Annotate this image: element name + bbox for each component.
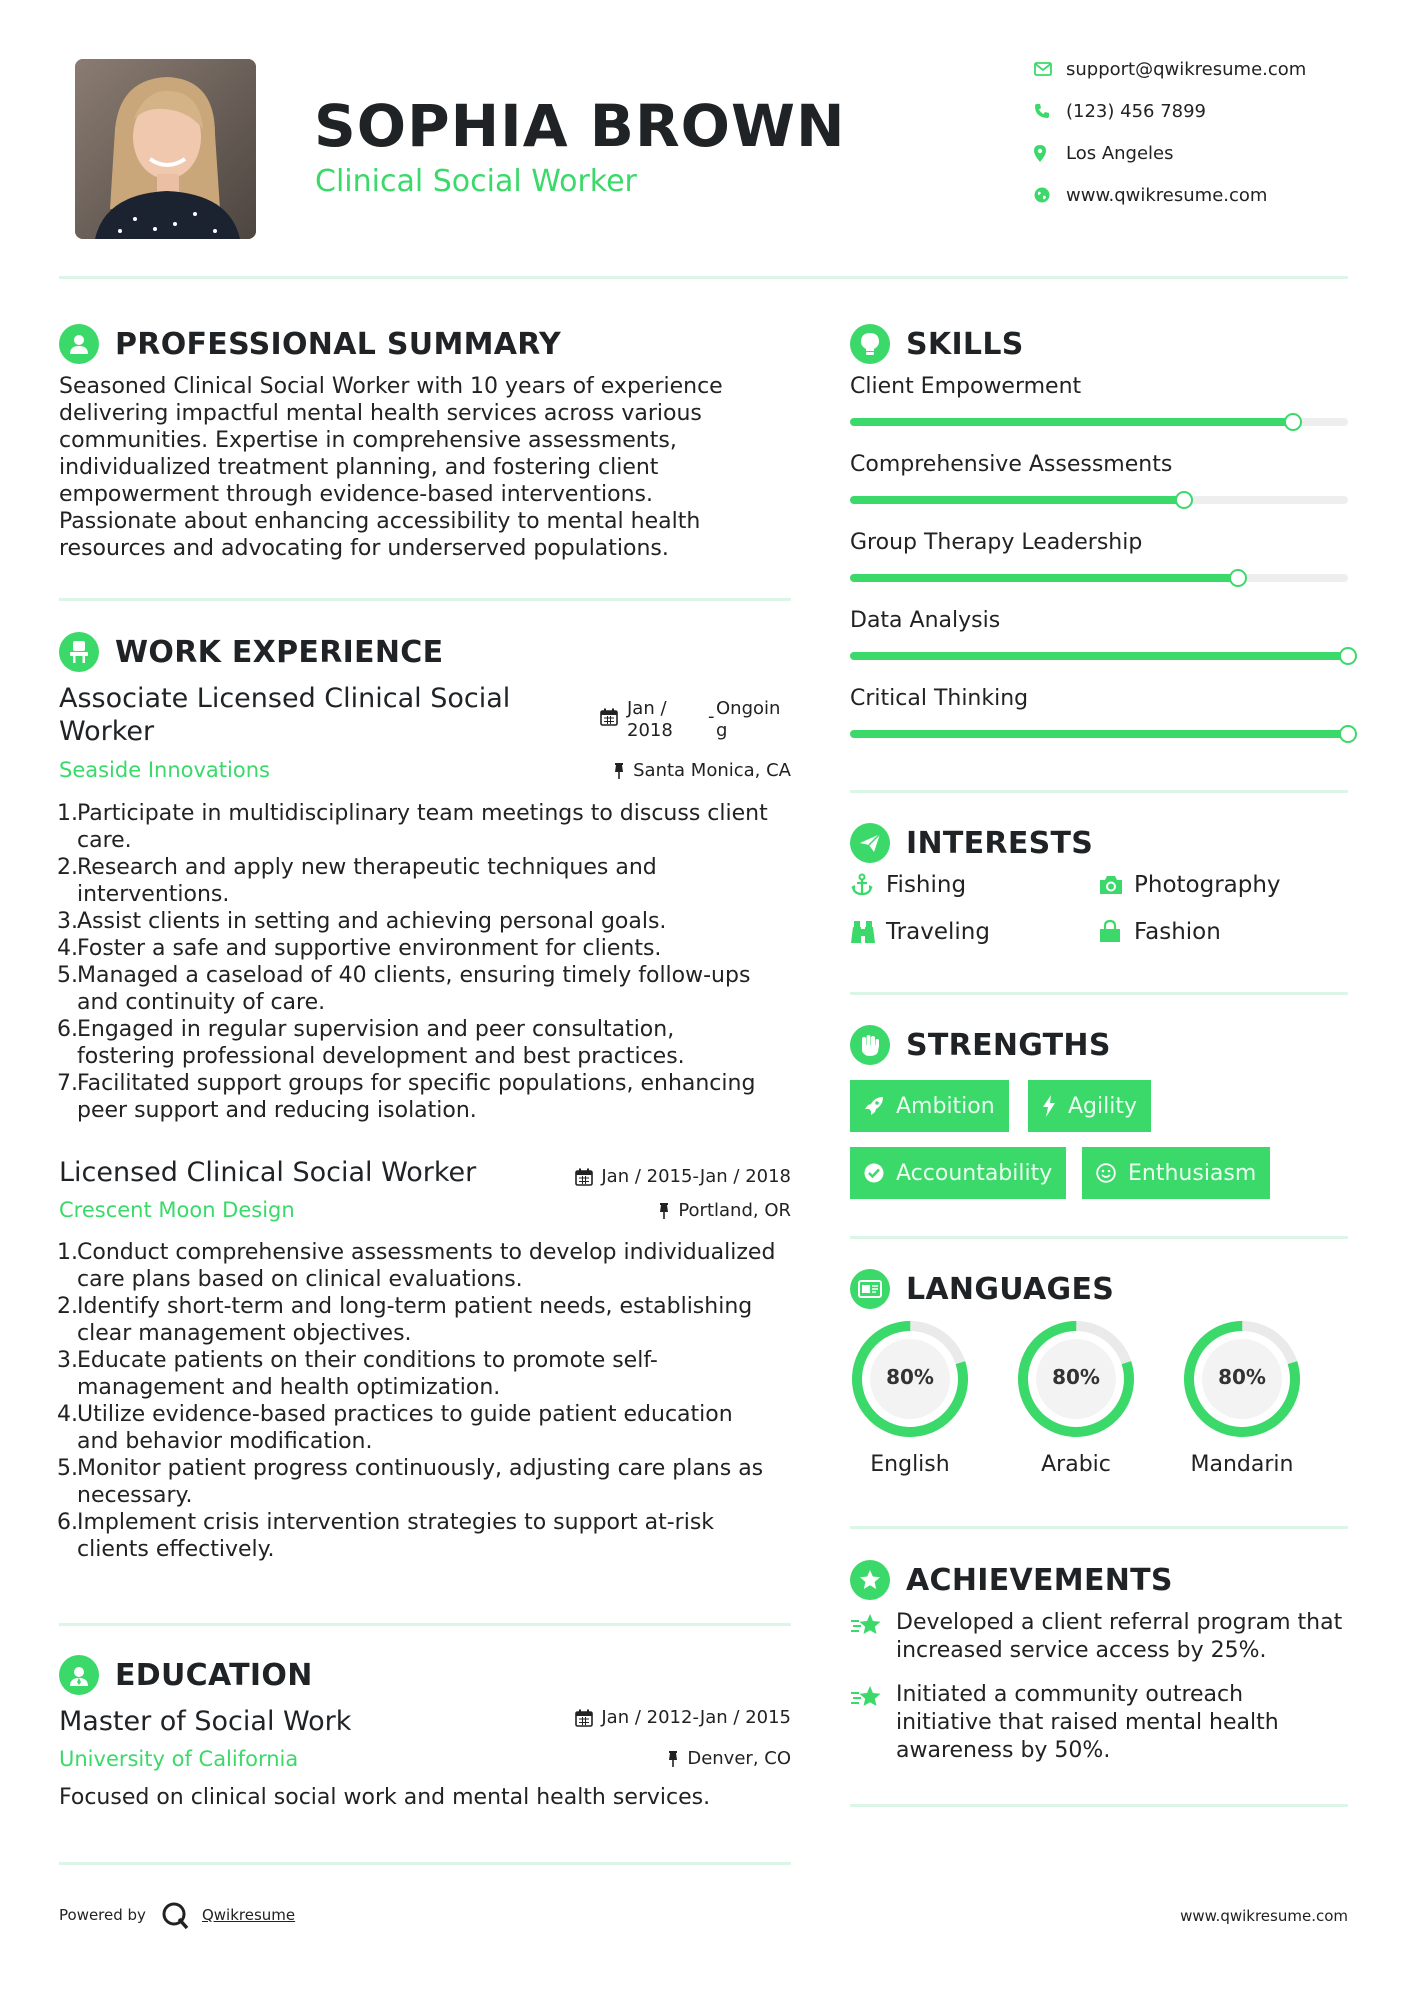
check-circle-icon	[864, 1163, 884, 1183]
education-divider	[59, 1862, 791, 1865]
strengths-divider	[850, 1236, 1348, 1239]
strength-accountability: Accountability	[850, 1147, 1066, 1199]
skill-bar	[850, 496, 1348, 504]
skill-bar-knob	[1284, 413, 1302, 431]
education-school: University of California	[59, 1747, 299, 1771]
qwikresume-logo-icon	[160, 1900, 190, 1930]
contact-phone-text: (123) 456 7899	[1066, 100, 1207, 122]
languages-heading	[850, 1269, 1114, 1309]
skill-bar-fill	[850, 496, 1184, 504]
interests-heading	[850, 823, 1093, 863]
contact-phone[interactable]	[1030, 96, 1370, 126]
skill-label: Data Analysis	[850, 608, 1001, 633]
language-ring	[848, 1317, 972, 1446]
education-description: Focused on clinical social work and mental health services.	[59, 1785, 711, 1810]
contact-website-text: www.qwikresume.com	[1066, 184, 1268, 206]
star-badge-icon	[850, 1560, 890, 1600]
skills-divider	[850, 790, 1348, 793]
calendar-icon	[575, 1168, 593, 1186]
skill-bar-fill	[850, 418, 1293, 426]
envelope-icon	[1030, 62, 1066, 76]
smile-icon	[1096, 1163, 1116, 1183]
user-icon	[59, 324, 99, 364]
skill-bar-knob	[1229, 569, 1247, 587]
achievements-divider	[850, 1804, 1348, 1807]
graduate-icon	[59, 1655, 99, 1695]
contact-email-text: support@qwikresume.com	[1066, 58, 1307, 80]
globe-icon	[1030, 187, 1066, 203]
skill-bar-knob	[1339, 647, 1357, 665]
fist-icon	[850, 1025, 890, 1065]
job-2-title: Licensed Clinical Social Worker	[59, 1157, 477, 1188]
phone-icon	[1030, 103, 1066, 119]
experience-divider	[59, 1623, 791, 1626]
skill-label: Client Empowerment	[850, 374, 1082, 399]
binoculars-icon	[850, 920, 886, 944]
candidate-name: SOPHIA BROWN	[314, 92, 846, 160]
education-location: Denver, CO	[667, 1748, 791, 1769]
shopping-bag-icon	[1098, 920, 1134, 944]
paper-plane-icon	[850, 823, 890, 863]
achievement-2: Initiated a community outreach initiative that raised mental health awareness by 50%.	[850, 1681, 1360, 1765]
interests-divider	[850, 992, 1348, 995]
interest-traveling: Traveling	[850, 919, 990, 945]
job-2-date: Jan / 2015-Jan / 2018	[575, 1166, 791, 1187]
contact-location	[1030, 138, 1370, 168]
list-item: 2. Identify short-term and long-term patient needs, establishing clear management objectives.	[57, 1294, 753, 1346]
bolt-icon	[1042, 1095, 1056, 1117]
list-item: 4. Foster a safe and supportive environment for clients.	[57, 936, 662, 961]
list-item: 1. Conduct comprehensive assessments to develop individualized care plans based on clinical evaluations.	[57, 1240, 776, 1292]
contact-location-text: Los Angeles	[1066, 142, 1174, 164]
language-ring	[1180, 1317, 1304, 1446]
experience-title: WORK EXPERIENCE	[115, 634, 444, 670]
interest-photography: Photography	[1098, 872, 1281, 898]
footer-powered: Powered by Qwikresume	[59, 1900, 295, 1930]
list-item: 1. Participate in multidisciplinary team meetings to discuss client care.	[57, 801, 768, 853]
calendar-icon	[575, 1709, 593, 1727]
strengths-heading	[850, 1025, 1111, 1065]
job-2-duties	[59, 1239, 809, 1563]
skills-title: SKILLS	[906, 326, 1024, 362]
achievements-title: ACHIEVEMENTS	[906, 1562, 1173, 1598]
strengths-title: STRENGTHS	[906, 1027, 1111, 1063]
star-icon	[850, 1609, 896, 1665]
lightbulb-icon	[850, 324, 890, 364]
list-item: 7. Facilitated support groups for specific populations, enhancing peer support and reducing isolation.	[57, 1071, 756, 1123]
job-2-location: Portland, OR	[658, 1200, 791, 1221]
skill-bar	[850, 730, 1348, 738]
language-label: Arabic	[1041, 1452, 1111, 1477]
skills-heading	[850, 324, 1024, 364]
education-title: EDUCATION	[115, 1657, 313, 1693]
language-ring	[1014, 1317, 1138, 1446]
calendar-icon	[600, 708, 618, 731]
languages-title: LANGUAGES	[906, 1271, 1115, 1307]
job-1-location: Santa Monica, CA	[613, 760, 791, 781]
camera-icon	[1098, 874, 1134, 896]
list-item: 5. Managed a caseload of 40 clients, ensuring timely follow-ups and continuity of care.	[57, 963, 751, 1015]
job-1-date-end: Ongoin g	[716, 698, 781, 741]
skill-bar-fill	[850, 652, 1348, 660]
strength-enthusiasm: Enthusiasm	[1082, 1147, 1270, 1199]
summary-divider	[59, 598, 791, 601]
skill-bar	[850, 418, 1348, 426]
job-2-company: Crescent Moon Design	[59, 1198, 295, 1222]
list-item: 6. Engaged in regular supervision and peer consultation, fostering professional development and best practices.	[57, 1017, 685, 1069]
education-heading	[59, 1655, 313, 1695]
list-item: 6. Implement crisis intervention strategies to support at-risk clients effectively.	[57, 1510, 715, 1562]
profile-photo	[75, 59, 256, 239]
list-item: 2. Research and apply new therapeutic techniques and interventions.	[57, 855, 657, 907]
strength-ambition: Ambition	[850, 1080, 1009, 1132]
strength-agility: Agility	[1028, 1080, 1151, 1132]
language-label: Mandarin	[1190, 1452, 1294, 1477]
summary-title: PROFESSIONAL SUMMARY	[115, 326, 562, 362]
candidate-role: Clinical Social Worker	[315, 164, 637, 199]
interest-fishing: Fishing	[850, 872, 966, 898]
anchor-icon	[850, 873, 886, 897]
skill-bar	[850, 574, 1348, 582]
contact-email[interactable]	[1030, 54, 1370, 84]
job-1-date-start: Jan / 2018	[627, 698, 673, 741]
skill-bar-knob	[1339, 725, 1357, 743]
list-item: 3. Assist clients in setting and achieving personal goals.	[57, 909, 667, 934]
map-pin-icon	[1030, 145, 1066, 162]
star-icon	[850, 1681, 896, 1765]
summary-text: Seasoned Clinical Social Worker with 10 years of experience delivering impactful mental health services across various communities. Expertise in comprehensive assessments, individualized treatment planning, and fostering client empowerment through evidence-based interventions. Passionate about enhancing accessibility to mental health resources and advocating for underserved populations.	[59, 374, 723, 561]
qwikresume-link[interactable]: Qwikresume	[201, 1906, 296, 1924]
language-label: English	[870, 1452, 950, 1477]
pin-icon	[658, 1203, 670, 1219]
rocket-icon	[864, 1096, 884, 1116]
list-item: 5. Monitor patient progress continuously, adjusting care plans as necessary.	[57, 1456, 764, 1508]
job-1-company: Seaside Innovations	[59, 758, 270, 782]
education-degree: Master of Social Work	[59, 1706, 352, 1737]
skill-label: Comprehensive Assessments	[850, 452, 1173, 477]
language-percent: 80%	[1218, 1365, 1266, 1389]
skill-bar	[850, 652, 1348, 660]
experience-heading	[59, 632, 443, 672]
pin-icon	[613, 763, 625, 779]
interests-title: INTERESTS	[906, 825, 1094, 861]
job-1-date-sep: -	[708, 706, 715, 727]
interest-fashion: Fashion	[1098, 919, 1221, 945]
achievements-heading	[850, 1560, 1173, 1600]
language-card-icon	[850, 1269, 890, 1309]
achievement-1: Developed a client referral program that increased service access by 25%.	[850, 1609, 1360, 1665]
summary-heading	[59, 324, 561, 364]
job-1-title: Associate Licensed Clinical Social Worker	[59, 683, 511, 747]
list-item: 3. Educate patients on their conditions to promote self- management and health optimization.	[57, 1348, 658, 1400]
language-percent: 80%	[1052, 1365, 1100, 1389]
chair-icon	[59, 632, 99, 672]
header-divider	[59, 276, 1348, 279]
skill-bar-fill	[850, 730, 1348, 738]
pin-icon	[667, 1751, 679, 1767]
skill-bar-knob	[1175, 491, 1193, 509]
skill-label: Group Therapy Leadership	[850, 530, 1143, 555]
language-percent: 80%	[886, 1365, 934, 1389]
footer-url[interactable]: www.qwikresume.com	[1180, 1907, 1348, 1925]
languages-divider	[850, 1526, 1348, 1529]
education-date: Jan / 2012-Jan / 2015	[575, 1707, 791, 1728]
skill-label: Critical Thinking	[850, 686, 1029, 711]
skill-bar-fill	[850, 574, 1238, 582]
contact-website[interactable]	[1030, 180, 1370, 210]
list-item: 4. Utilize evidence-based practices to guide patient education and behavior modification.	[57, 1402, 733, 1454]
job-1-duties	[59, 800, 799, 1124]
